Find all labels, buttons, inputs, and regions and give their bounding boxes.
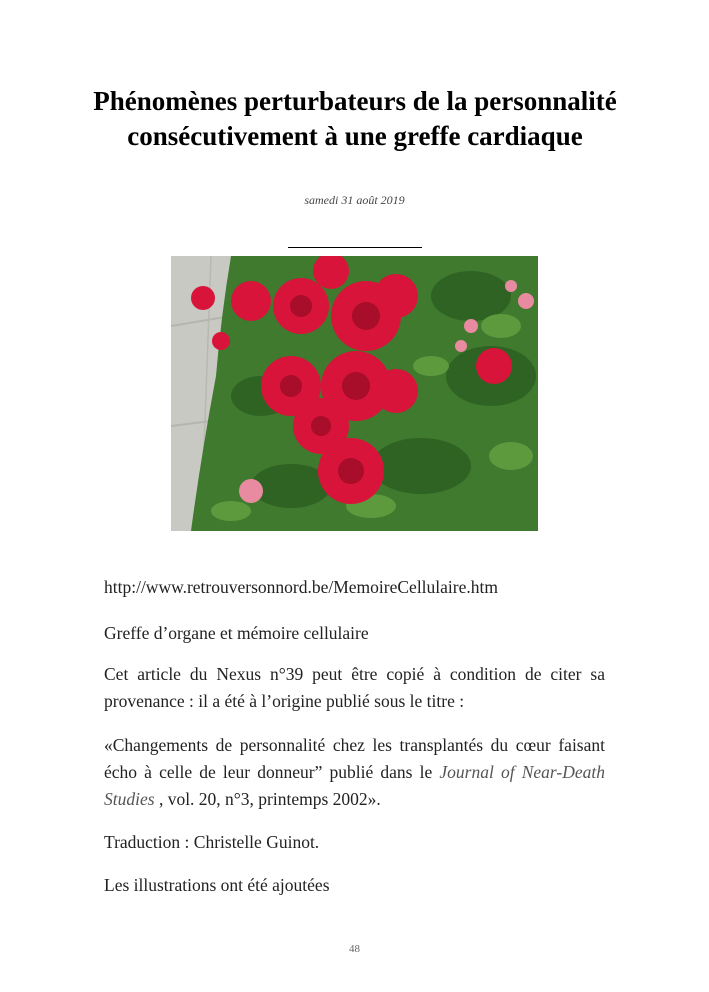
quote-paragraph	[104, 732, 605, 813]
rose-bush-image	[171, 256, 538, 531]
title-divider	[288, 247, 422, 248]
illustrations-note: Les illustrations ont été ajoutées	[104, 875, 330, 895]
journal-name: Journal of Near-Death Studies	[104, 762, 605, 809]
article-subtitle: Greffe d’organe et mémoire cellulaire	[104, 623, 369, 643]
publication-date: samedi 31 août 2019	[304, 193, 405, 207]
page-title: Phénomènes perturbateurs de la personnalité consécutivement à une greffe cardiaque	[93, 86, 617, 151]
translation-credit: Traduction : Christelle Guinot.	[104, 832, 320, 852]
quote-end: , vol. 20, n°3, printemps 2002».	[154, 789, 381, 809]
rose-bush-photo	[171, 256, 538, 531]
quote-start: «Changements de personnalité chez les transplantés du cœur faisant écho à celle de leur donneur” publié dans le	[104, 735, 605, 782]
page-number: 48	[349, 943, 360, 955]
intro-paragraph: Cet article du Nexus n°39 peut être copié à condition de citer sa provenance : il a été à l’origine publié sous le titre :	[104, 664, 605, 711]
source-url[interactable]: http://www.retrouversonnord.be/MemoireCellulaire.htm	[104, 577, 498, 597]
